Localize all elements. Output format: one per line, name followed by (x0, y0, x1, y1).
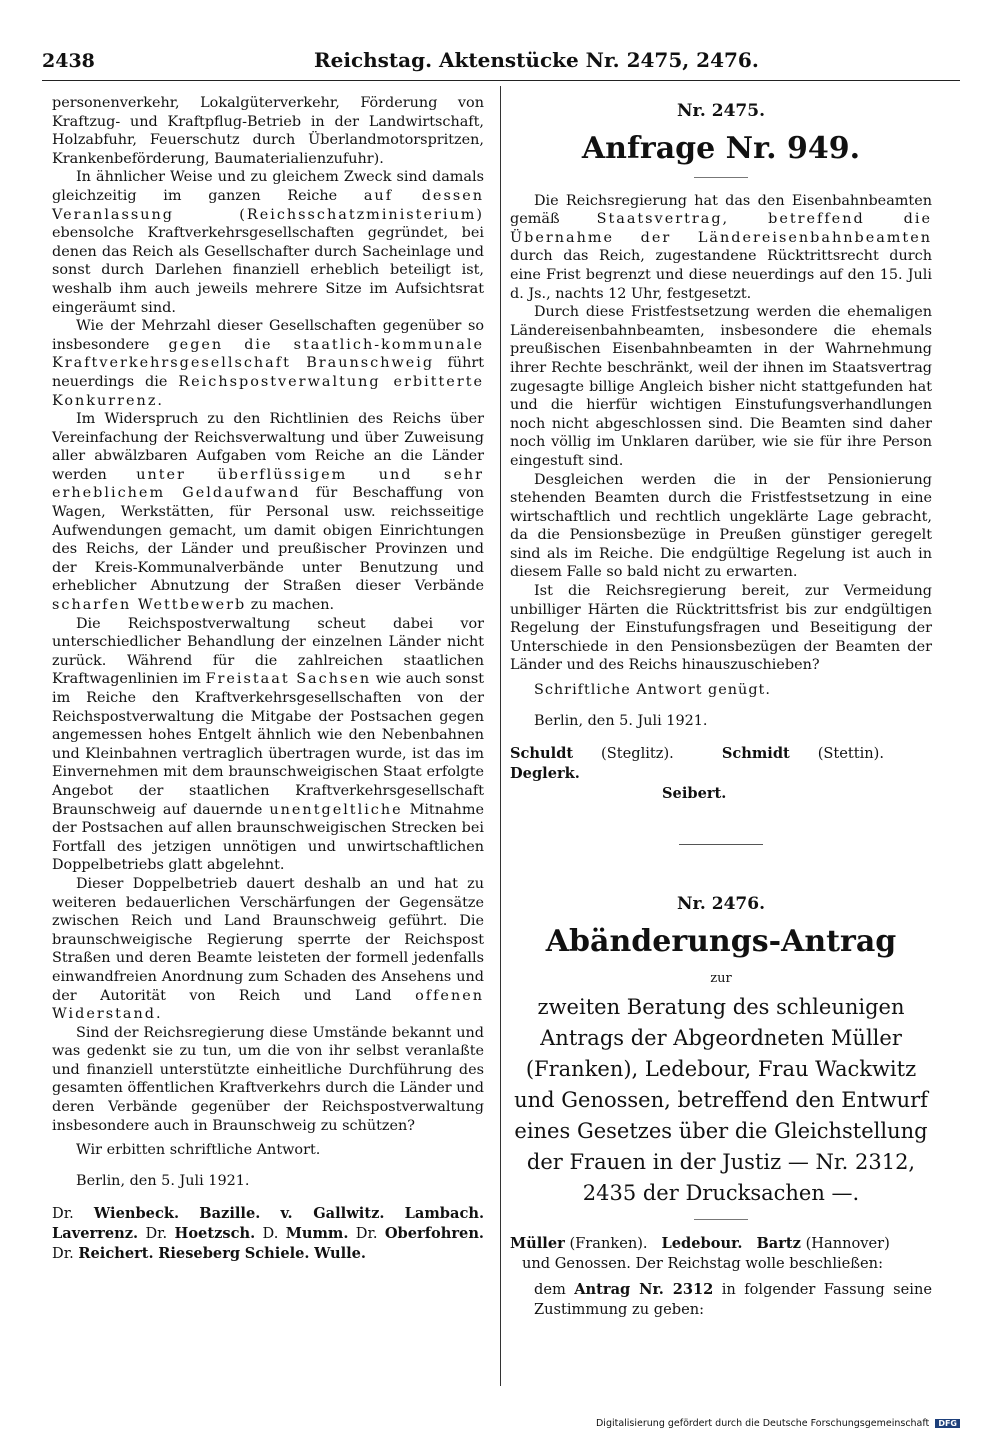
left-column (52, 94, 484, 1264)
motion-item: dem Antrag Nr. 2312 in folgender Fassung seine Zustimmung zu geben: (534, 1281, 932, 1319)
paragraph: Im Widerspruch zu den Richtlinien des Reichs über Vereinfachung der Reichsverwaltung und über Zuweisung aller abwälzbaren Aufgaben vom Reiche an die Länder werden unter überflüssigem und sehr erheblichem Geldaufwand für Beschaffung von Wagen, Werkstätten, für Personal usw. reichsseitige Aufwendungen gemacht, um damit obigen Einrichtungen des Reichs, der Länder und preußischer Provinzen und der Kreis-Kommunalverbände unter Benutzung und erheblicher Abnutzung der Straßen dieser Verbände scharfen Wettbewerb zu machen. (52, 411, 485, 614)
paragraph: Die Reichspostverwaltung scheut dabei vor unterschiedlicher Behandlung der einzelnen Länder nicht zurück. Während für die zahlreichen staatlichen Kraftwagenlinien im Freistaat Sachsen wie auch sonst im Reiche den Kraftverkehrsgesellschaften von der Reichspostverwaltung die Mitgabe der Postsachen gegen angemessen hohes Entgelt ähnlich wie den Nebenbahnen und Kleinbahnen vertraglich übertragen wurde, ist das im Einvernehmen mit dem braunschweigischen Staat erfolgte Angebot der staatlichen Kraftverkehrsgesellschaft Braunschweig auf dauernde unentgeltliche Mitnahme der Postsachen auf allen braunschweigischen Strecken bei Fortfall des jetzigen unnötigen und unwirtschaftlichen Doppelbetriebs glatt abgelehnt. (52, 615, 485, 874)
footer-text: Digitalisierung gefördert durch die Deutsche Forschungsgemeinschaft (595, 1418, 930, 1429)
footer-credit (596, 1418, 960, 1429)
amendment-title: Abänderungs-Antrag (545, 923, 897, 959)
movers-line: Müller (Franken). Ledebour. Bartz (Hannover) (510, 1235, 890, 1253)
dfg-logo: DFG (935, 1419, 960, 1428)
paragraph: Die Reichsregierung hat das den Eisenbahnbeamten gemäß Staatsvertrag, betreffend die Übernahme der Ländereisenbahnbeamten durch das Reich, zugestandene Rücktrittsrecht durch eine Frist begrenzt und diese neuerdings auf den 15. Juli d. Js., nachts 12 Uhr, festgesetzt. (510, 192, 933, 302)
closing-line: Schriftliche Antwort genügt. (534, 682, 771, 699)
column-divider (500, 86, 501, 1386)
running-title: Reichstag. Aktenstücke Nr. 2475, 2476. (314, 48, 759, 72)
page-header (42, 48, 960, 78)
paragraph: Wie der Mehrzahl dieser Gesellschaften gegenüber so insbesondere gegen die staatlich-kommunale Kraftverkehrsgesellschaft Braunschweig führt neuerdings die Reichspostverwaltung erbitterte Konkurrenz. (52, 318, 484, 409)
paragraph: Dieser Doppelbetrieb dauert deshalb an und hat zu weiteren bedauerlichen Verschärfungen der Gegensätze zwischen Reich und Land Braunschweig geführt. Die braunschweigische Regierung sperrte der Reichspost Straßen und deren Beamte leisteten der formell jedenfalls einwandfreien Anordnung zum Schaden des Ansehens und der Autorität von Reich und Land offenen Widerstand. (52, 875, 484, 1023)
paragraph: Sind der Reichsregierung diese Umstände bekannt und was gedenkt sie zu tun, um die von ihr selbst veranlaßte und finanziell unterstützte einheitliche Durchführung des gesamten öffentlichen Kraftverkehrs durch die Länder und deren Verbände gegenüber der Reichspostverwaltung insbesondere auch in Braunschweig zu schützen? (52, 1024, 484, 1134)
closing-line: Wir erbitten schriftliche Antwort. (76, 1142, 321, 1159)
paragraph: Desgleichen werden die in der Pensionierung stehenden Beamten durch die Fristfestsetzung in eine wirtschaftlich und rechtlich ungeklärte Lage gebracht, da die Pensionsbezüge in Preußen günstiger geregelt sind als im Reiche. Die endgültige Regelung ist auch in diesem Falle so bald nicht zu erwarten. (510, 471, 932, 581)
paragraph: In ähnlicher Weise und zu gleichem Zweck sind damals gleichzeitig im ganzen Reiche auf dessen Veranlassung (Reichsschatzministerium) ebensolche Kraftverkehrsgesellschaften gegründet, bei denen das Reich als Gesellschafter durch Sacheinlage und sonst durch Darlehen finanziell erheblich beteiligt ist, weshalb ihm auch jeweils mehrere Sitze im Aufsichtsrat eingeräumt sind. (52, 169, 484, 316)
document-number-2475: Nr. 2475. (676, 101, 765, 121)
section-divider (679, 844, 763, 845)
amendment-subtitle: zweiten Beratung des schleunigen Antrags der Abgeordneten Müller (Franken), Ledebour, Frau Wackwitz und Genossen, betreffend den Entwurf eines Gesetzes über die Gleichstellung der Frauen in der Justiz — Nr. 2312, 2435 der Drucksachen —. (514, 995, 928, 1206)
paragraph: Durch diese Fristfestsetzung werden die ehemaligen Ländereisenbahnbeamten, insbesondere die ehemals preußischen Eisenbahnbeamten in der Wahrnehmung ihrer Rechte beschränkt, weil der ihnen im Staatsvertrag zugesagte billige Angleich bisher nicht stattgefunden hat und die hierfür wichtigen Einstufungsverhandlungen noch nicht abgeschlossen sind. Die Beamten sind daher noch völlig im Unklaren darüber, wie sie für ihre Person eingestuft sind. (510, 304, 932, 469)
signatories: Dr. Wienbeck. Bazille. v. Gallwitz. Lambach. Laverrenz. Dr. Hoetzsch. D. Mumm. Dr. Oberfohren. Dr. Reichert. Rieseberg Schiele. Wulle. (52, 1205, 485, 1263)
zur-line: zur (710, 970, 732, 986)
section-rule (694, 1219, 748, 1220)
document-number-2476: Nr. 2476. (676, 894, 765, 915)
signatories: Schuldt (Steglitz). Schmidt (Stettin).Deglerk. Seibert. (510, 745, 885, 803)
page-number: 2438 (42, 50, 95, 72)
section-rule (694, 177, 748, 178)
right-column (510, 94, 932, 1320)
dateline: Berlin, den 5. Juli 1921. (76, 1172, 250, 1189)
paragraph: Ist die Reichsregierung bereit, zur Vermeidung unbilliger Härten die Rücktrittsfrist bis zur endgültigen Regelung der Einstufungsfragen und Beseitigung der Unterschiede in den Pensionsbezügen der Beamten der Länder und des Reichs hinauszuschieben? (510, 583, 932, 674)
paragraph: personenverkehr, Lokalgüterverkehr, Förderung von Kraftzug- und Kraftpflug-Betrieb in der Landwirtschaft, Holzabfuhr, Feuerschutz durch Überlandmotorspritzen, Krankenbeförderung, Baumaterialienzufuhr). (52, 95, 484, 167)
header-rule (42, 80, 960, 81)
dateline: Berlin, den 5. Juli 1921. (534, 712, 708, 729)
inquiry-title: Anfrage Nr. 949. (581, 130, 861, 166)
motion-text: und Genossen. Der Reichstag wolle beschließen: (522, 1255, 884, 1273)
